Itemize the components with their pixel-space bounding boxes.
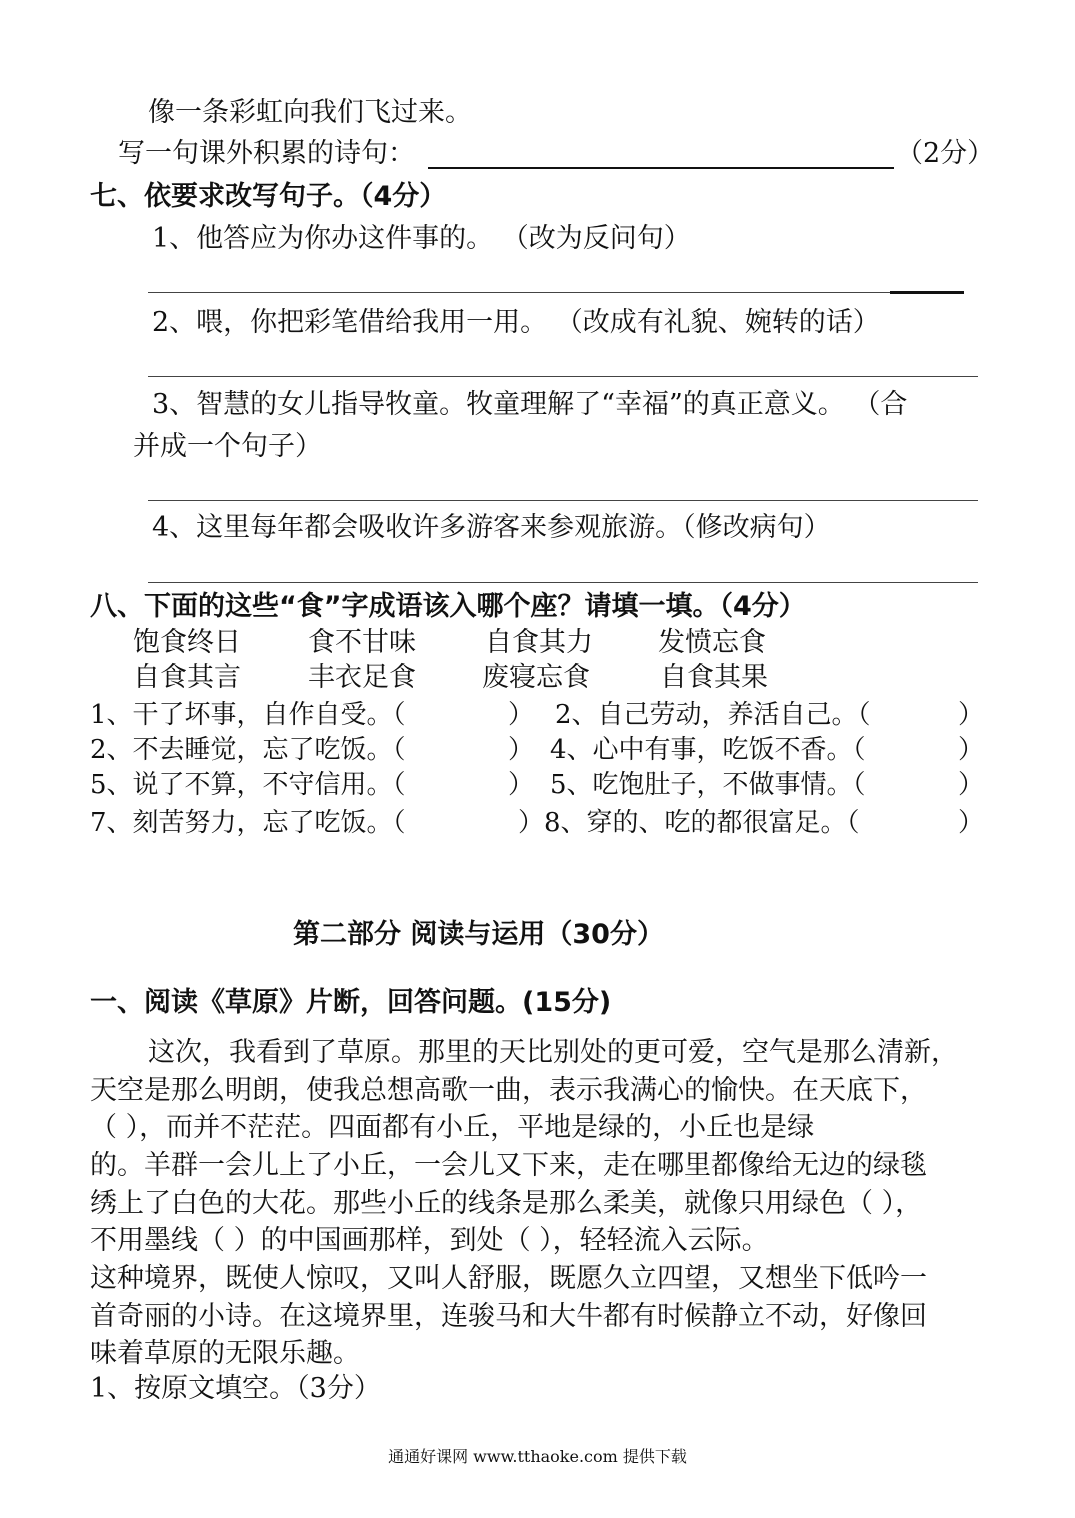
section7-q2: 2、喂，你把彩笔借给我用一用。 （改成有礼貌、婉转的话） xyxy=(152,307,880,338)
section7-q2-answer-line[interactable] xyxy=(148,362,978,377)
idiom-item: 自食其果 xyxy=(660,662,768,693)
match-question: 2、不去睡觉，忘了吃饭。（ xyxy=(90,735,406,765)
idiom-item: 食不甘味 xyxy=(308,627,416,658)
part2-title: 第二部分 阅读与运用（30分） xyxy=(293,919,664,950)
match-question: 1、干了坏事，自作自受。（ xyxy=(90,700,406,730)
section7-title: 七、依要求改写句子。（4分） xyxy=(90,181,447,212)
reading-sub1: 1、按原文填空。（3分） xyxy=(90,1373,381,1404)
match-question: 7、刻苦努力，忘了吃饭。（ xyxy=(90,808,406,838)
passage-line: 天空是那么明朗，使我总想高歌一曲，表示我满心的愉快。在天底下， xyxy=(90,1075,927,1106)
answer-close-paren: ） xyxy=(958,700,985,730)
idiom-item: 自食其言 xyxy=(133,662,241,693)
passage-line: 绣上了白色的大花。那些小丘的线条是那么柔美，就像只用绿色（ ）， xyxy=(90,1188,923,1219)
idiom-item: 废寝忘食 xyxy=(482,662,590,693)
answer-close-paren: ） xyxy=(508,770,535,800)
section7-q3-line2: 并成一个句子） xyxy=(133,431,322,462)
passage-line: 味着草原的无限乐趣。 xyxy=(90,1338,360,1369)
section7-q1-answer-line-end xyxy=(890,277,964,294)
section7-q1-answer-line[interactable] xyxy=(148,278,890,293)
answer-close-paren: ） xyxy=(958,808,985,838)
section7-q3-line1: 3、智慧的女儿指导牧童。牧童理解了“幸福”的真正意义。 （合 xyxy=(152,389,908,420)
match-question: 2、自己劳动，养活自己。（ xyxy=(555,700,871,730)
match-question: ）8、穿的、吃的都很富足。（ xyxy=(518,808,860,838)
answer-close-paren: ） xyxy=(508,735,535,765)
section7-q4: 4、这里每年都会吸收许多游客来参观旅游。（修改病句） xyxy=(152,512,831,543)
answer-close-paren: ） xyxy=(508,700,535,730)
match-question: 4、心中有事，吃饭不香。（ xyxy=(550,735,866,765)
reading-q1-title: 一、阅读《草原》片断，回答问题。(15分) xyxy=(90,987,612,1018)
match-question: 5、说了不算，不守信用。（ xyxy=(90,770,406,800)
section7-q4-answer-line[interactable] xyxy=(148,568,978,583)
section7-q3-answer-line[interactable] xyxy=(148,486,978,501)
section7-q1: 1、他答应为你办这件事的。 （改为反问句） xyxy=(152,223,691,254)
answer-close-paren: ） xyxy=(958,770,985,800)
passage-line: 这种境界，既使人惊叹，又叫人舒服，既愿久立四望，又想坐下低吟一 xyxy=(90,1263,927,1294)
passage-line: 这次，我看到了草原。那里的天比别处的更可爱，空气是那么清新， xyxy=(148,1037,958,1068)
answer-close-paren: ） xyxy=(958,735,985,765)
idiom-item: 自食其力 xyxy=(485,627,593,658)
poem-prompt: 写一句课外积累的诗句： xyxy=(118,138,415,169)
passage-line: 首奇丽的小诗。在这境界里，连骏马和大牛都有时候静立不动，好像回 xyxy=(90,1301,927,1332)
passage-line: 的。羊群一会儿上了小丘，一会儿又下来，走在哪里都像给无边的绿毯 xyxy=(90,1150,927,1181)
page-footer: 通通好课网 www.tthaoke.com 提供下载 xyxy=(388,1447,687,1466)
poem-score: （2分） xyxy=(896,138,995,169)
section8-title: 八、下面的这些“食”字成语该入哪个座？请填一填。（4分） xyxy=(90,591,806,622)
passage-line: 不用墨线（ ）的中国画那样，到处（ ），轻轻流入云际。 xyxy=(90,1225,769,1256)
passage-line: （ ），而并不茫茫。四面都有小丘，平地是绿的，小丘也是绿 xyxy=(90,1112,815,1143)
poem-answer-blank[interactable] xyxy=(428,143,894,169)
poem-line: 像一条彩虹向我们飞过来。 xyxy=(148,97,472,128)
idiom-item: 丰衣足食 xyxy=(308,662,416,693)
idiom-item: 发愤忘食 xyxy=(658,627,766,658)
match-question: 5、吃饱肚子，不做事情。（ xyxy=(550,770,866,800)
idiom-item: 饱食终日 xyxy=(133,627,241,658)
